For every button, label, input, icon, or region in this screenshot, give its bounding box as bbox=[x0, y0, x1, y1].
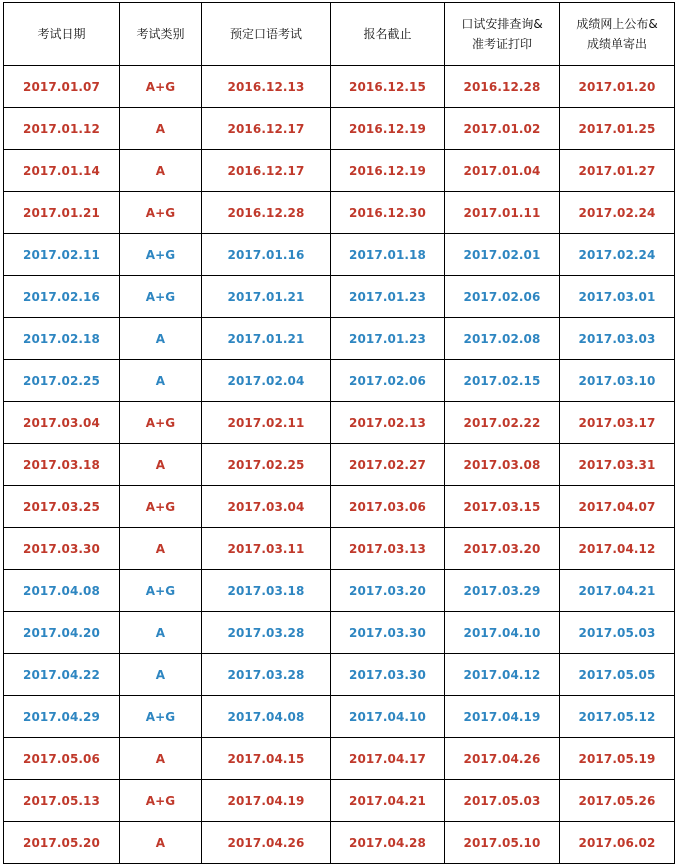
cell-registration-deadline: 2017.01.23 bbox=[331, 276, 445, 318]
cell-exam-date: 2017.03.04 bbox=[4, 402, 120, 444]
cell-exam-date: 2017.04.08 bbox=[4, 570, 120, 612]
cell-speaking-schedule-print: 2017.02.08 bbox=[445, 318, 560, 360]
header-results-online-and-mailing: 成绩网上公布& 成绩单寄出 bbox=[560, 3, 675, 66]
cell-speaking-test-booking: 2016.12.13 bbox=[202, 66, 331, 108]
cell-speaking-test-booking: 2016.12.17 bbox=[202, 150, 331, 192]
cell-exam-date: 2017.01.07 bbox=[4, 66, 120, 108]
cell-speaking-test-booking: 2017.04.19 bbox=[202, 780, 331, 822]
cell-speaking-schedule-print: 2016.12.28 bbox=[445, 66, 560, 108]
table-header bbox=[4, 3, 675, 66]
cell-exam-date: 2017.05.06 bbox=[4, 738, 120, 780]
cell-speaking-test-booking: 2017.01.16 bbox=[202, 234, 331, 276]
header-registration-deadline: 报名截止 bbox=[331, 3, 445, 66]
cell-registration-deadline: 2017.01.18 bbox=[331, 234, 445, 276]
exam-schedule-sheet bbox=[3, 2, 674, 864]
cell-registration-deadline: 2017.04.21 bbox=[331, 780, 445, 822]
cell-exam-type: A+G bbox=[120, 192, 202, 234]
cell-results-release: 2017.05.12 bbox=[560, 696, 675, 738]
cell-exam-date: 2017.04.29 bbox=[4, 696, 120, 738]
cell-exam-type: A bbox=[120, 360, 202, 402]
cell-speaking-schedule-print: 2017.04.19 bbox=[445, 696, 560, 738]
cell-speaking-schedule-print: 2017.01.02 bbox=[445, 108, 560, 150]
cell-exam-type: A+G bbox=[120, 234, 202, 276]
cell-registration-deadline: 2017.03.13 bbox=[331, 528, 445, 570]
cell-speaking-schedule-print: 2017.05.03 bbox=[445, 780, 560, 822]
cell-registration-deadline: 2017.04.28 bbox=[331, 822, 445, 864]
cell-registration-deadline: 2017.02.13 bbox=[331, 402, 445, 444]
cell-exam-date: 2017.02.16 bbox=[4, 276, 120, 318]
table-row bbox=[4, 738, 675, 780]
table-row bbox=[4, 402, 675, 444]
cell-exam-type: A+G bbox=[120, 696, 202, 738]
table-row bbox=[4, 696, 675, 738]
cell-speaking-test-booking: 2017.02.25 bbox=[202, 444, 331, 486]
table-row bbox=[4, 234, 675, 276]
cell-exam-type: A bbox=[120, 738, 202, 780]
cell-results-release: 2017.01.27 bbox=[560, 150, 675, 192]
cell-speaking-test-booking: 2017.01.21 bbox=[202, 318, 331, 360]
table-row bbox=[4, 780, 675, 822]
cell-speaking-schedule-print: 2017.01.11 bbox=[445, 192, 560, 234]
cell-speaking-test-booking: 2017.02.04 bbox=[202, 360, 331, 402]
cell-results-release: 2017.05.26 bbox=[560, 780, 675, 822]
header-exam-date: 考试日期 bbox=[4, 3, 120, 66]
cell-speaking-schedule-print: 2017.05.10 bbox=[445, 822, 560, 864]
cell-results-release: 2017.03.03 bbox=[560, 318, 675, 360]
cell-speaking-schedule-print: 2017.04.12 bbox=[445, 654, 560, 696]
cell-registration-deadline: 2016.12.15 bbox=[331, 66, 445, 108]
cell-exam-type: A+G bbox=[120, 486, 202, 528]
cell-speaking-test-booking: 2017.02.11 bbox=[202, 402, 331, 444]
table-body bbox=[4, 66, 675, 864]
cell-exam-date: 2017.05.20 bbox=[4, 822, 120, 864]
exam-schedule-table bbox=[3, 2, 675, 864]
cell-speaking-schedule-print: 2017.03.20 bbox=[445, 528, 560, 570]
cell-exam-type: A+G bbox=[120, 66, 202, 108]
cell-speaking-schedule-print: 2017.02.01 bbox=[445, 234, 560, 276]
cell-speaking-test-booking: 2017.04.26 bbox=[202, 822, 331, 864]
table-row bbox=[4, 150, 675, 192]
cell-exam-type: A+G bbox=[120, 402, 202, 444]
cell-results-release: 2017.04.12 bbox=[560, 528, 675, 570]
cell-registration-deadline: 2017.02.27 bbox=[331, 444, 445, 486]
cell-results-release: 2017.03.10 bbox=[560, 360, 675, 402]
cell-results-release: 2017.02.24 bbox=[560, 192, 675, 234]
cell-registration-deadline: 2017.01.23 bbox=[331, 318, 445, 360]
cell-exam-date: 2017.02.11 bbox=[4, 234, 120, 276]
cell-speaking-schedule-print: 2017.02.15 bbox=[445, 360, 560, 402]
cell-registration-deadline: 2017.02.06 bbox=[331, 360, 445, 402]
cell-results-release: 2017.05.05 bbox=[560, 654, 675, 696]
cell-results-release: 2017.05.03 bbox=[560, 612, 675, 654]
cell-speaking-test-booking: 2017.03.04 bbox=[202, 486, 331, 528]
cell-exam-type: A bbox=[120, 150, 202, 192]
cell-exam-type: A bbox=[120, 318, 202, 360]
cell-speaking-schedule-print: 2017.04.10 bbox=[445, 612, 560, 654]
cell-exam-type: A bbox=[120, 822, 202, 864]
cell-speaking-schedule-print: 2017.03.08 bbox=[445, 444, 560, 486]
cell-exam-type: A bbox=[120, 654, 202, 696]
cell-results-release: 2017.05.19 bbox=[560, 738, 675, 780]
cell-speaking-test-booking: 2016.12.17 bbox=[202, 108, 331, 150]
cell-results-release: 2017.03.17 bbox=[560, 402, 675, 444]
header-row bbox=[4, 3, 675, 66]
table-row bbox=[4, 66, 675, 108]
cell-speaking-test-booking: 2016.12.28 bbox=[202, 192, 331, 234]
table-row bbox=[4, 654, 675, 696]
cell-exam-date: 2017.01.21 bbox=[4, 192, 120, 234]
cell-speaking-test-booking: 2017.01.21 bbox=[202, 276, 331, 318]
cell-exam-type: A bbox=[120, 108, 202, 150]
cell-speaking-test-booking: 2017.03.11 bbox=[202, 528, 331, 570]
cell-exam-type: A+G bbox=[120, 276, 202, 318]
cell-exam-date: 2017.03.18 bbox=[4, 444, 120, 486]
table-row bbox=[4, 486, 675, 528]
header-speaking-schedule-and-admission-print: 口试安排查询& 准考证打印 bbox=[445, 3, 560, 66]
table-row bbox=[4, 444, 675, 486]
cell-speaking-schedule-print: 2017.02.06 bbox=[445, 276, 560, 318]
cell-results-release: 2017.04.07 bbox=[560, 486, 675, 528]
table-row bbox=[4, 528, 675, 570]
cell-registration-deadline: 2016.12.19 bbox=[331, 108, 445, 150]
cell-exam-type: A bbox=[120, 528, 202, 570]
cell-exam-type: A bbox=[120, 444, 202, 486]
table-row bbox=[4, 192, 675, 234]
cell-results-release: 2017.02.24 bbox=[560, 234, 675, 276]
cell-registration-deadline: 2017.04.17 bbox=[331, 738, 445, 780]
cell-speaking-test-booking: 2017.04.08 bbox=[202, 696, 331, 738]
header-exam-type: 考试类别 bbox=[120, 3, 202, 66]
cell-results-release: 2017.01.20 bbox=[560, 66, 675, 108]
table-row bbox=[4, 108, 675, 150]
cell-results-release: 2017.03.01 bbox=[560, 276, 675, 318]
cell-registration-deadline: 2017.03.30 bbox=[331, 654, 445, 696]
cell-exam-date: 2017.04.20 bbox=[4, 612, 120, 654]
table-row bbox=[4, 276, 675, 318]
cell-exam-type: A+G bbox=[120, 780, 202, 822]
cell-speaking-test-booking: 2017.03.28 bbox=[202, 612, 331, 654]
table-row bbox=[4, 570, 675, 612]
cell-exam-date: 2017.04.22 bbox=[4, 654, 120, 696]
cell-speaking-schedule-print: 2017.02.22 bbox=[445, 402, 560, 444]
cell-speaking-test-booking: 2017.04.15 bbox=[202, 738, 331, 780]
table-row bbox=[4, 360, 675, 402]
cell-registration-deadline: 2017.04.10 bbox=[331, 696, 445, 738]
cell-results-release: 2017.01.25 bbox=[560, 108, 675, 150]
cell-speaking-test-booking: 2017.03.28 bbox=[202, 654, 331, 696]
cell-registration-deadline: 2017.03.20 bbox=[331, 570, 445, 612]
cell-results-release: 2017.04.21 bbox=[560, 570, 675, 612]
cell-speaking-schedule-print: 2017.01.04 bbox=[445, 150, 560, 192]
cell-results-release: 2017.03.31 bbox=[560, 444, 675, 486]
cell-speaking-schedule-print: 2017.04.26 bbox=[445, 738, 560, 780]
cell-registration-deadline: 2017.03.06 bbox=[331, 486, 445, 528]
cell-exam-date: 2017.03.30 bbox=[4, 528, 120, 570]
cell-results-release: 2017.06.02 bbox=[560, 822, 675, 864]
cell-exam-date: 2017.01.14 bbox=[4, 150, 120, 192]
cell-exam-date: 2017.01.12 bbox=[4, 108, 120, 150]
cell-registration-deadline: 2017.03.30 bbox=[331, 612, 445, 654]
cell-registration-deadline: 2016.12.19 bbox=[331, 150, 445, 192]
cell-exam-date: 2017.03.25 bbox=[4, 486, 120, 528]
cell-exam-type: A+G bbox=[120, 570, 202, 612]
cell-registration-deadline: 2016.12.30 bbox=[331, 192, 445, 234]
cell-speaking-schedule-print: 2017.03.29 bbox=[445, 570, 560, 612]
cell-exam-type: A bbox=[120, 612, 202, 654]
cell-exam-date: 2017.02.25 bbox=[4, 360, 120, 402]
table-row bbox=[4, 318, 675, 360]
cell-exam-date: 2017.02.18 bbox=[4, 318, 120, 360]
cell-speaking-schedule-print: 2017.03.15 bbox=[445, 486, 560, 528]
cell-exam-date: 2017.05.13 bbox=[4, 780, 120, 822]
table-row bbox=[4, 612, 675, 654]
table-row bbox=[4, 822, 675, 864]
cell-speaking-test-booking: 2017.03.18 bbox=[202, 570, 331, 612]
header-speaking-test-booking: 预定口语考试 bbox=[202, 3, 331, 66]
